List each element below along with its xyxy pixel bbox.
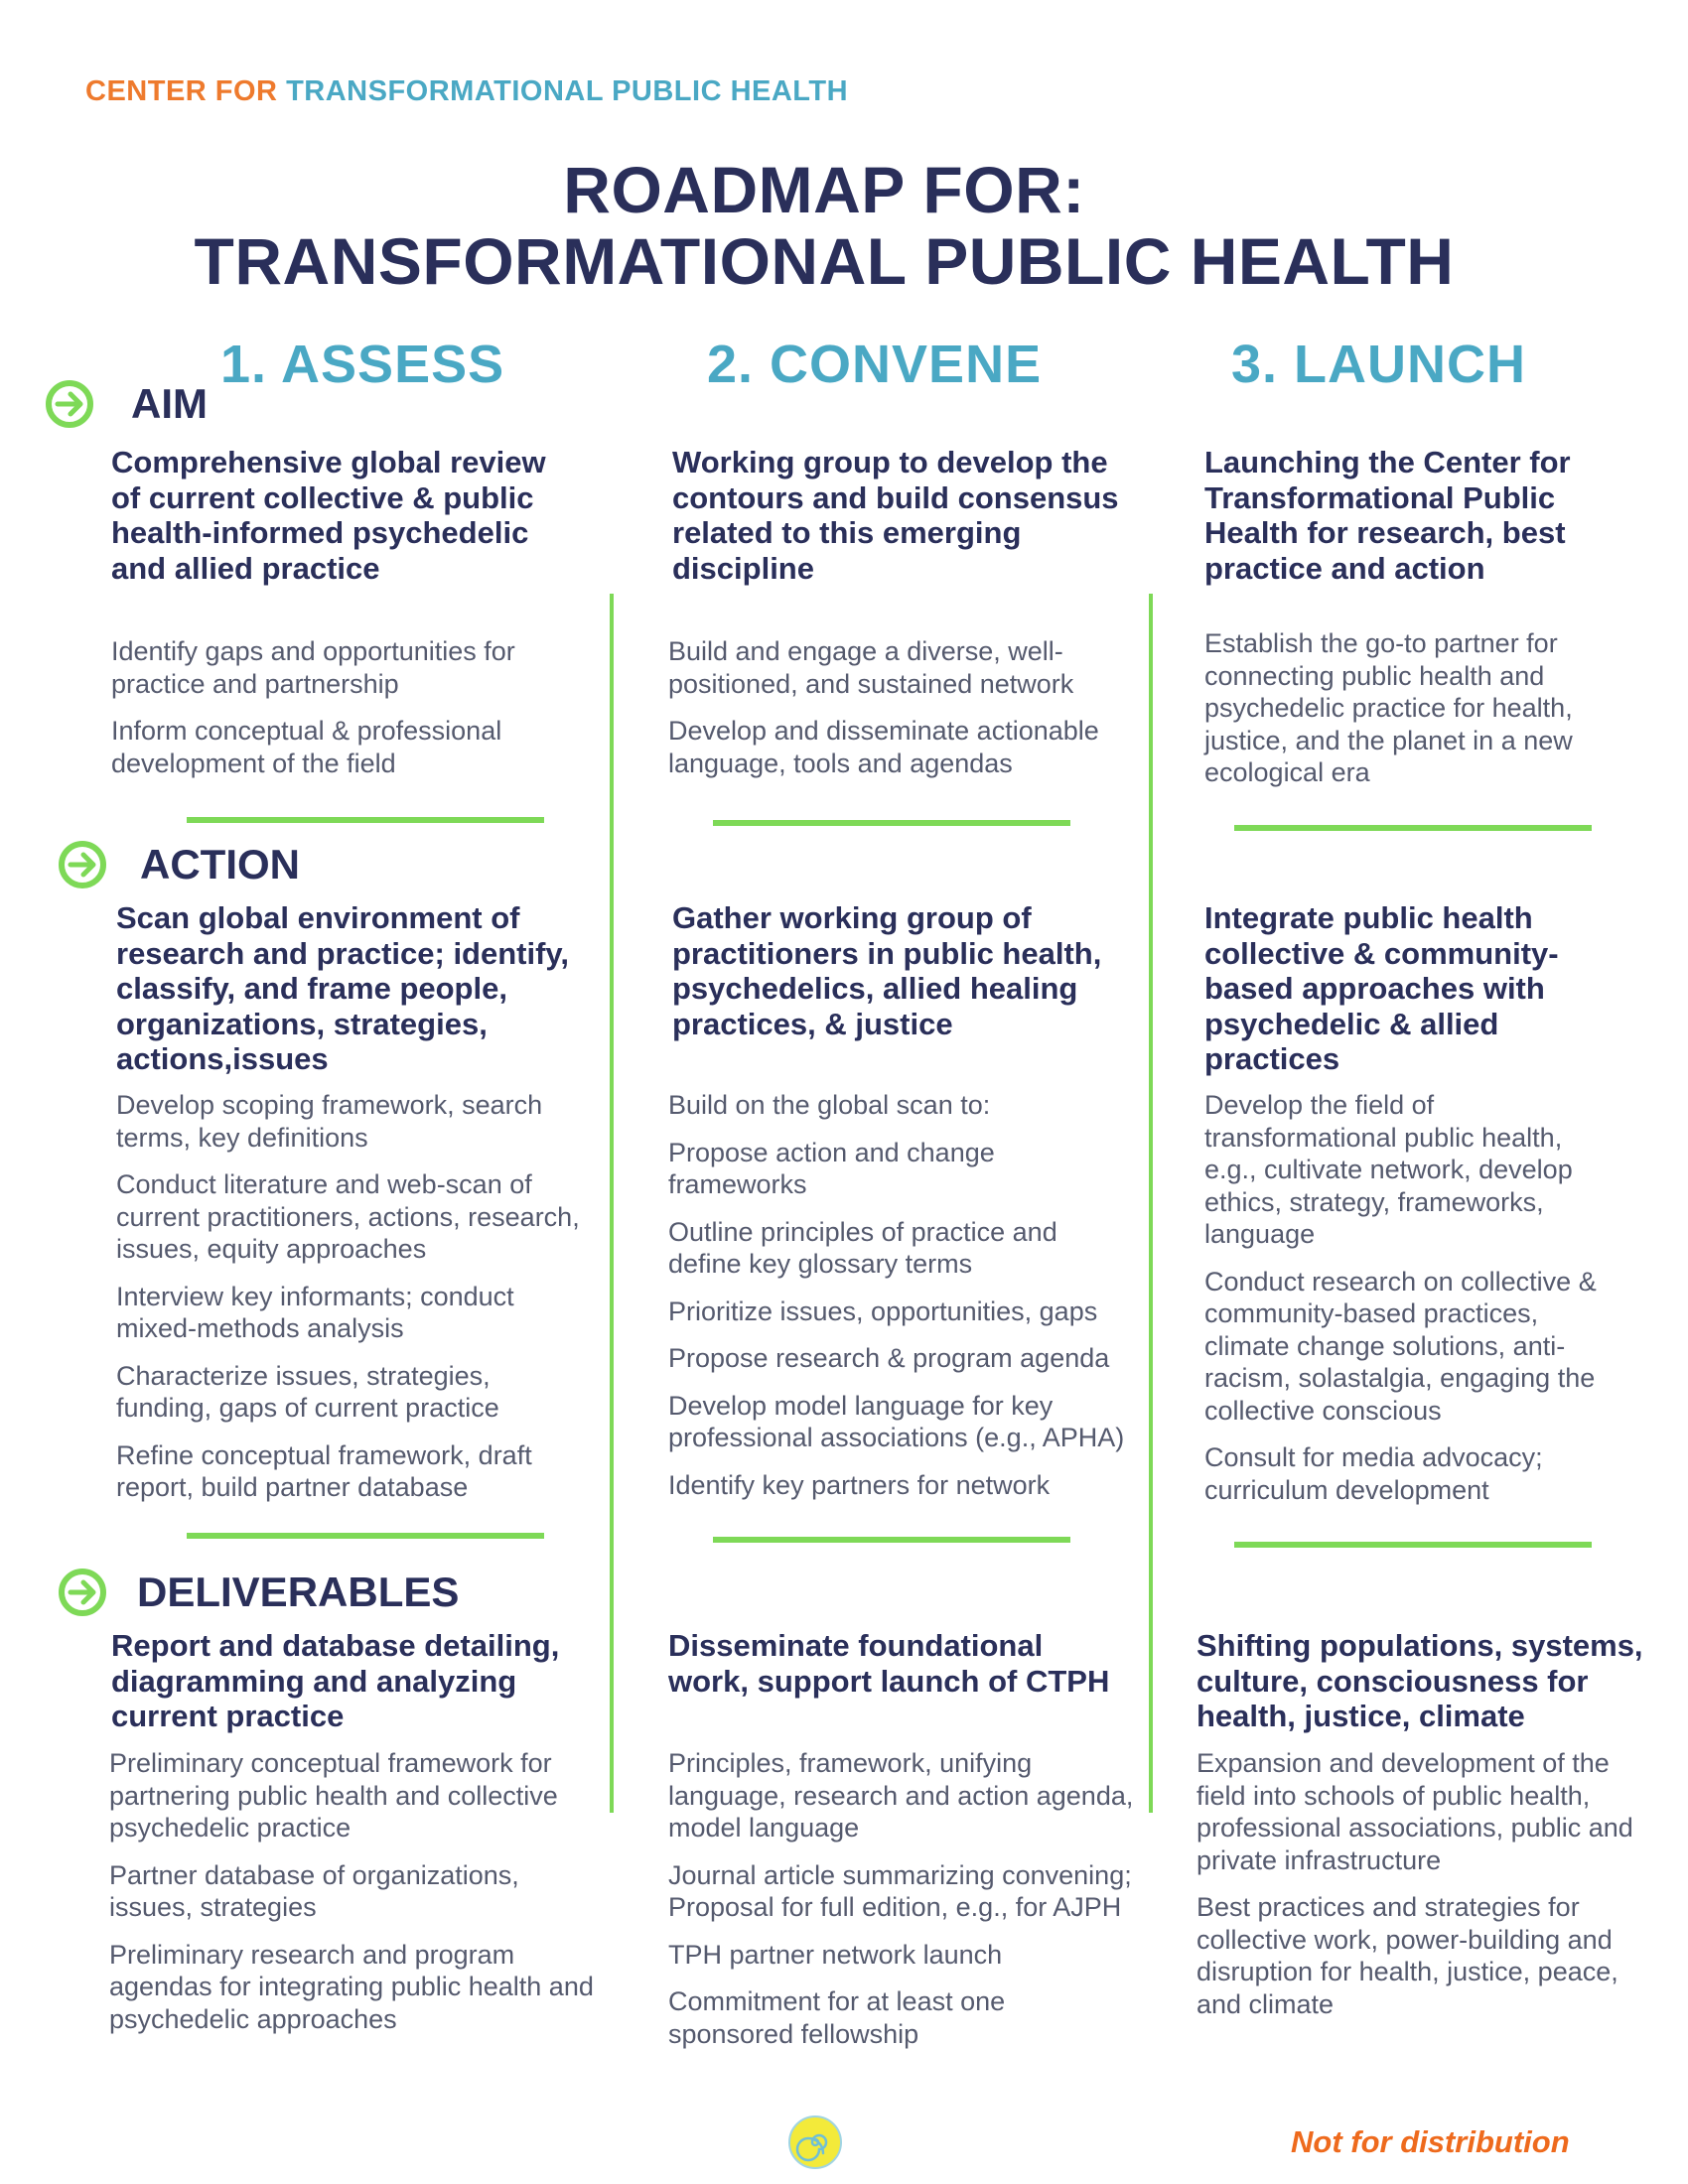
divider-action-assess — [187, 1533, 544, 1539]
aim-convene-heading: Working group to develop the contours and build consensus related to this emerging discipline — [672, 445, 1119, 586]
divider-aim-convene — [713, 820, 1070, 826]
deliverables-assess-heading: Report and database detailing, diagramming and analyzing current practice — [111, 1628, 560, 1733]
action-convene-items — [668, 1089, 1135, 1516]
list-item: Develop and disseminate actionable language, tools and agendas — [668, 716, 1099, 778]
divider-aim-launch — [1234, 825, 1592, 831]
divider-aim-assess — [187, 817, 544, 823]
list-item: Interview key informants; conduct mixed-methods analysis — [116, 1281, 514, 1343]
list-item: Develop the field of transformational public health, e.g., cultivate network, develop ethics, strategy, frameworks, language — [1204, 1090, 1573, 1249]
list-item: Conduct research on collective & community-based practices, climate change solutions, anti-racism, solastalgia, engaging the collective conscious — [1204, 1266, 1597, 1426]
list-item: Journal article summarizing convening; Proposal for full edition, e.g., for AJPH — [668, 1859, 1132, 1922]
column-heading-assess: 1. ASSESS — [220, 335, 505, 394]
arrow-right-circle-icon — [57, 839, 108, 890]
column-divider-right — [1149, 594, 1153, 1813]
column-divider-left — [610, 594, 614, 1813]
list-item: Commitment for at least one sponsored fellowship — [668, 1986, 1006, 2049]
spiral-logo-icon — [787, 2115, 843, 2170]
action-convene-heading: Gather working group of practitioners in public health, psychedelics, allied healing practices, & justice — [672, 900, 1102, 1041]
org-prefix: CENTER FOR — [85, 75, 278, 107]
deliverables-assess-items — [109, 1747, 596, 2050]
column-heading-convene: 2. CONVENE — [707, 335, 1043, 394]
column-heading-launch: 3. LAUNCH — [1231, 335, 1527, 394]
action-assess-heading: Scan global environment of research and practice; identify, classify, and frame people, organizations, strategies, actions,issues — [116, 900, 569, 1076]
list-item: Refine conceptual framework, draft report, build partner database — [116, 1439, 532, 1502]
list-item: Prioritize issues, opportunities, gaps — [668, 1296, 1098, 1326]
aim-launch-heading: Launching the Center for Transformational Public Health for research, best practice and action — [1204, 445, 1571, 586]
deliverables-launch-items — [1196, 1747, 1633, 2035]
aim-convene-items — [668, 635, 1135, 794]
org-title: TRANSFORMATIONAL PUBLIC HEALTH — [286, 75, 849, 107]
action-assess-items — [116, 1089, 593, 1519]
list-item: Best practices and strategies for collective work, power-building and disruption for health, justice, peace, and climate — [1196, 1892, 1618, 2019]
aim-assess-heading: Comprehensive global review of current collective & public health-informed psychedelic and allied practice — [111, 445, 546, 586]
list-item: TPH partner network launch — [668, 1939, 1003, 1970]
list-item: Conduct literature and web-scan of current practitioners, actions, research, issues, equity approaches — [116, 1169, 580, 1264]
action-launch-items — [1204, 1089, 1621, 1521]
aim-assess-items — [111, 635, 578, 794]
deliverables-convene-heading: Disseminate foundational work, support launch of CTPH — [668, 1628, 1110, 1699]
divider-action-convene — [713, 1537, 1070, 1543]
org-name — [85, 75, 848, 108]
list-item: Build on the global scan to: — [668, 1090, 991, 1120]
page-title-line2: TRANSFORMATIONAL PUBLIC HEALTH — [194, 224, 1455, 298]
list-item: Propose research & program agenda — [668, 1343, 1110, 1373]
list-item: Principles, framework, unifying language, research and action agenda, model language — [668, 1748, 1134, 1843]
list-item: Propose action and change frameworks — [668, 1137, 995, 1199]
list-item: Develop scoping framework, search terms, key definitions — [116, 1090, 543, 1153]
list-item: Preliminary conceptual framework for partnering public health and collective psychedelic practice — [109, 1748, 558, 1843]
list-item: Inform conceptual & professional development of the field — [111, 716, 502, 778]
action-launch-heading: Integrate public health collective & community-based approaches with psychedelic & allied practices — [1204, 900, 1559, 1076]
deliverables-launch-heading: Shifting populations, systems, culture, consciousness for health, justice, climate — [1196, 1628, 1643, 1733]
aim-launch-items — [1204, 627, 1631, 804]
section-heading-deliverables: DELIVERABLES — [137, 1569, 460, 1615]
page-title-line1: ROADMAP FOR: — [563, 153, 1085, 226]
list-item: Build and engage a diverse, well-positioned, and sustained network — [668, 636, 1074, 699]
list-item: Preliminary research and program agendas for integrating public health and psychedelic approaches — [109, 1939, 594, 2034]
list-item: Characterize issues, strategies, funding, gaps of current practice — [116, 1360, 499, 1423]
arrow-right-circle-icon — [44, 378, 95, 430]
list-item: Partner database of organizations, issues, strategies — [109, 1859, 519, 1922]
list-item: Identify gaps and opportunities for practice and partnership — [111, 636, 515, 699]
section-heading-action: ACTION — [140, 841, 300, 887]
section-heading-aim: AIM — [131, 380, 208, 427]
list-item: Expansion and development of the field into schools of public health, professional associations, public and private infrastructure — [1196, 1748, 1633, 1875]
list-item: Develop model language for key professional associations (e.g., APHA) — [668, 1390, 1125, 1452]
divider-action-launch — [1234, 1542, 1592, 1548]
list-item: Identify key partners for network — [668, 1469, 1051, 1500]
list-item: Establish the go-to partner for connecting public health and psychedelic practice for health, justice, and the planet in a new ecological era — [1204, 628, 1573, 787]
list-item: Consult for media advocacy; curriculum development — [1204, 1442, 1543, 1505]
not-for-distribution-note: Not for distribution — [1291, 2124, 1570, 2159]
arrow-right-circle-icon — [57, 1567, 108, 1618]
deliverables-convene-items — [668, 1747, 1135, 2065]
list-item: Outline principles of practice and define key glossary terms — [668, 1216, 1057, 1279]
